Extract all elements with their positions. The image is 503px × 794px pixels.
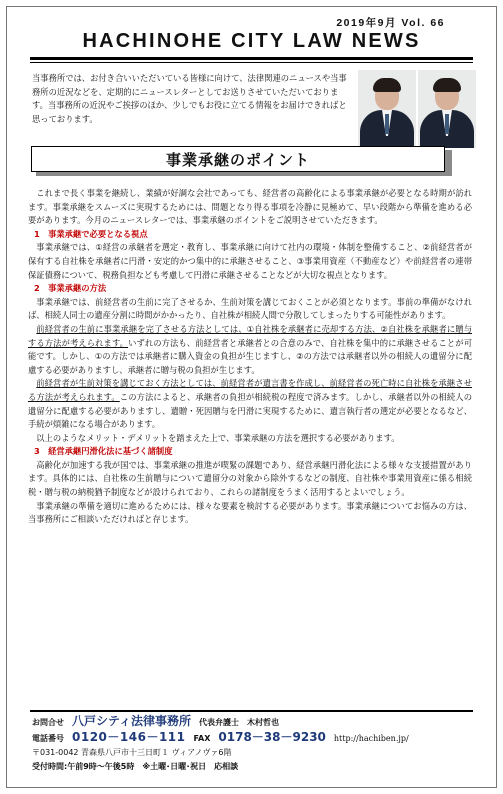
issue-date-volume: 2019年9月 Vol. 66	[336, 17, 445, 29]
office-hours: 受付時間:午前9時〜午後5時 ※土曜･日曜･祝日 応相談	[32, 762, 239, 771]
tel-label: 電話番号	[32, 734, 64, 743]
lawyer-photos	[358, 70, 476, 148]
masthead-rule-thick	[30, 57, 473, 60]
section-2-underlined-2: 前経営者が生前対策を講じておく方法としては、前経営者が遺言書を作成し、前経営者の死亡時に自社株を承継させる方法が考えられます。	[28, 378, 472, 402]
footer-address-row	[32, 746, 477, 760]
firm-name: 八戸シティ法律事務所	[72, 714, 192, 728]
section-3-paragraph-2: 事業承継の準備を適切に進めるためには、様々な要素を検討する必要があります。事業承継についてお悩みの方は、当事務所にご相談いただければと存じます。	[28, 500, 472, 525]
section-1-heading: 1 事業承継で必要となる視点	[34, 228, 148, 239]
representative-name: 木村哲也	[247, 718, 280, 727]
section-3-heading: 3 経営承継円滑化法に基づく諸制度	[34, 446, 173, 457]
section-1-paragraph: 事業承継では、①経営の承継者を選定・教育し、事業承継に向けて社内の環境・体制を整備すること、②前経営者が保有する自社株を承継者に円滑・安定的かつ集中的に承継させること、③事業用資産（不動産など）や前経営者の連帯保証債務について、税務負担なども考慮して円滑に承継させることなどが大切な視点となります。	[28, 242, 472, 280]
section-2-paragraph-2	[28, 323, 472, 377]
section-2-paragraph-3-rest: この方法によると、承継者の負担が相続税の程度で済みます。しかし、承継者以外の相続人の遺留分に配慮する必要がありますし、遺贈・死因贈与を円滑に実現するために、遺言執行者の選定が必要となるなど、手続が煩雑になる場合があります。	[28, 391, 473, 430]
lead-paragraph: これまで長く事業を継続し、業績が好調な会社であっても、経営者の高齢化による事業承継が必要となる時期が訪れます。事業承継をスムーズに実現するためには、問題となり得る事項を冷静に見極めて、早い段階から準備を進める必要があります。今月のニュースレターでは、事業承継のポイントをご説明させていただきます。	[28, 188, 472, 226]
tel-number[interactable]: 0120－146－111	[72, 730, 186, 744]
section-2-heading: 2 事業承継の方法	[34, 283, 107, 294]
lawyer-photo-right	[418, 70, 476, 148]
section-2-paragraph-4: 以上のようなメリット・デメリットを踏まえた上で、事業承継の方法を選択する必要があります。	[36, 432, 400, 443]
contact-footer	[32, 714, 477, 774]
section-2-paragraph-3	[28, 377, 472, 431]
masthead-title: HACHINOHE CITY LAW NEWS	[82, 30, 421, 52]
section-3-paragraph-1: 高齢化が加速する我が国では、事業承継の推進が喫緊の課題であり、経営承継円滑化法による様々な支援措置があります。具体的には、自社株の生前贈与について遺留分の対象から除外するなどの制度、自社株や事業用資産に係る相続税・贈与税の納税猶予制度などが設けられており、これらの諸制度をうまく活用するとよいでしょう。	[28, 459, 472, 498]
representative-label: 代表弁護士	[199, 718, 240, 727]
footer-phone-row	[32, 730, 477, 746]
intro-paragraph: 当事務所では、お付き合いいただいている皆様に向けて、法律関連のニュースや当事務所の近況などを、定期的にニュースレターとしてお送りさせていただいております。当事務所の近況やご挨拶のほか、少しでもお役に立てる情報をお届けできればと思っております。	[32, 73, 347, 124]
footer-hours-row	[32, 760, 477, 774]
section-2-paragraph-2-rest: いずれの方法も、前経営者と承継者との合意のみで、自社株を集中的に承継させることが可能です。しかし、①の方法では承継者に購入資金の負担が生じますし、②の方法では承継者以外の相続人の遺留分に配慮する必要がありますし、承継者に贈与税の負担が生じます。	[28, 337, 472, 375]
fax-label: FAX	[193, 734, 211, 743]
contact-label: お問合せ	[32, 718, 64, 727]
article-title: 事業承継のポイント	[31, 146, 445, 172]
masthead-rule-thin	[30, 62, 473, 63]
section-2-underlined-1: 前経営者の生前に事業承継を完了させる方法としては、①自社株を承継者に売却する方法、②自社株を承継者に贈与する方法が考えられます。	[28, 323, 472, 348]
footer-rule	[30, 710, 473, 712]
section-2-paragraph-1: 事業承継では、前経営者の生前に完了させるか、生前対策を講じておくことが必須となります。事前の準備がなければ、相続人同士の遺産分割に時間がかかったり、自社株が相続人間で分散してしまったりする可能性があります。	[28, 296, 472, 321]
office-address: 〒031-0042 青森県八戸市十三日町１ ヴィアノヴァ6階	[32, 748, 232, 757]
website-link[interactable]: http://hachiben.jp/	[333, 734, 409, 743]
fax-number: 0178－38－9230	[218, 730, 326, 744]
footer-firm-row	[32, 714, 477, 730]
article-body	[28, 187, 472, 527]
lawyer-photo-left	[358, 70, 416, 148]
